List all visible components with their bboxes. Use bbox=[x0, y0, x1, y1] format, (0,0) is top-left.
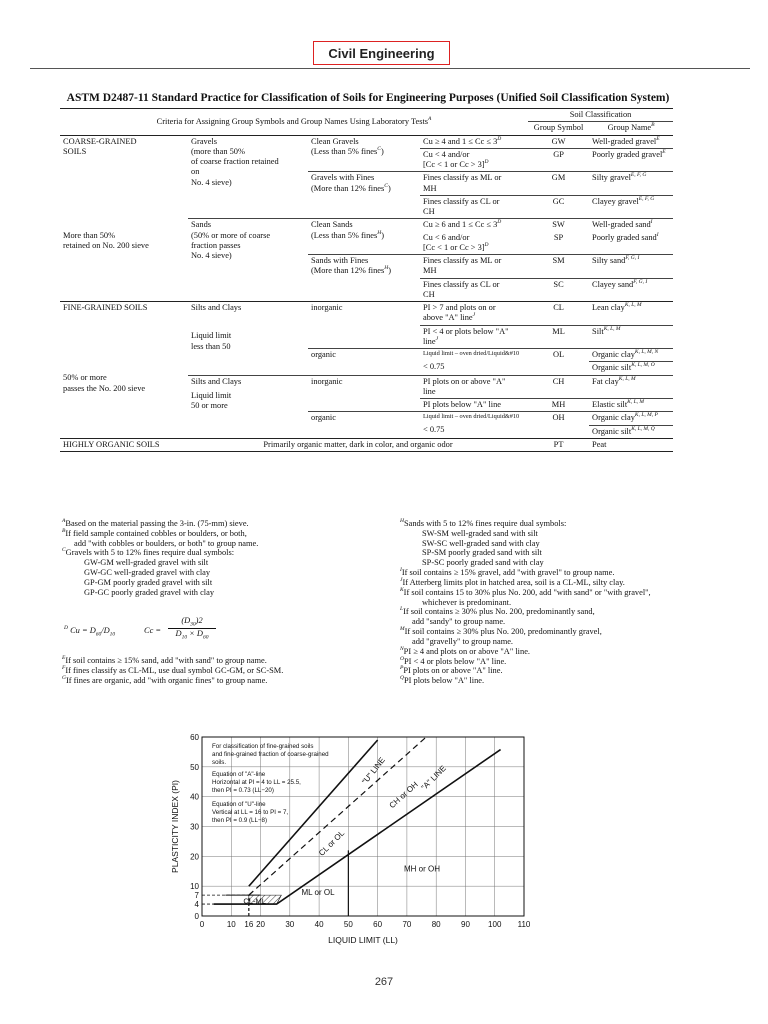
footnote: $^A$Based on the material passing the 3-in. (75-mm) sieve. bbox=[62, 518, 249, 528]
chart-annotation-line: Equation of "A"-line bbox=[212, 771, 266, 778]
x-tick-label: 100 bbox=[488, 920, 502, 929]
y-tick-label: 30 bbox=[190, 822, 199, 832]
table-row: PI plots below "A" line MH Elastic silt$^{K, L, M}$ bbox=[60, 399, 673, 412]
table-row: PI < 4 or plots below "A" line$^J$ ML Silt$^{K, L, M}$ bbox=[60, 325, 673, 349]
sands-with-fines-cell: Sands with Fines (More than 12% fines$^H$) bbox=[308, 255, 420, 302]
silts-clays-ll-ge-50-cell: Silts and Clays Liquid limit 50 or more bbox=[188, 375, 308, 438]
sands-cell: Sands (50% or more of coarse fraction passes No. 4 sieve) bbox=[188, 219, 308, 302]
table-row: Sands (50% or more of coarse fraction passes No. 4 sieve) Clean Sands (Less than 5% fines$^H$) Cu ≥ 6 and $1 \le Cc \le 3^D$ SW Well-graded sand$^I$ bbox=[60, 219, 673, 232]
footnote: whichever is predominant. bbox=[422, 597, 512, 607]
table-row: Sands with Fines (More than 12% fines$^H$) Fines classify as ML or MH SM Silty sand$^{F, G, I}$ bbox=[60, 255, 673, 279]
footnote: $^G$If fines are organic, add "with organic fines" to group name. bbox=[62, 674, 268, 685]
footnote: $^Q$PI plots below "A" line. bbox=[400, 675, 485, 686]
group-symbol-sm: SM bbox=[528, 255, 589, 279]
mh-oh-label: MH or OH bbox=[403, 864, 440, 874]
cl-ml-label: CL-ML bbox=[243, 896, 266, 906]
a-line-label: "A" LINE bbox=[419, 763, 448, 793]
footnote: GP-GM poorly graded gravel with silt bbox=[84, 577, 213, 587]
chart-annotation-line: then PI = 0.73 (LL−20) bbox=[212, 787, 274, 794]
footnote: $^O$PI < 4 or plots below "A" line. bbox=[400, 655, 507, 666]
footnote: SW-SM well-graded sand with silt bbox=[422, 528, 538, 538]
footnote: SW-SC well-graded sand with clay bbox=[422, 538, 540, 548]
group-symbol-pt: PT bbox=[528, 438, 589, 451]
y-axis-label: PLASTICITY INDEX (PI) bbox=[170, 780, 180, 873]
u-line bbox=[249, 737, 426, 898]
table-row: organic Liquid limit – oven dried/Liquid&#10 < 0.75 OH Organic clay$^{K, L, M, P}$ bbox=[60, 412, 673, 425]
group-symbol-ol: OL bbox=[528, 349, 589, 376]
x-tick-label: 80 bbox=[431, 920, 441, 929]
cu-cc-formula: $^D$ $Cu = D_{60}/D_{10}$ Cc = $(D_{30})2$ $D_{10} \times D_{60}$ bbox=[64, 616, 254, 646]
x-tick-label: 16 bbox=[244, 920, 254, 929]
organic-cell: organic bbox=[308, 349, 420, 376]
footnote: $^N$PI ≥ 4 and plots on or above "A" line. bbox=[400, 645, 531, 656]
y-tick-label: 60 bbox=[190, 733, 199, 742]
group-symbol-gp: GP bbox=[528, 148, 589, 172]
section-header-label: Civil Engineering bbox=[328, 45, 435, 61]
inorganic-cell: inorganic bbox=[308, 375, 420, 412]
chart-annotation-line: Vertical at LL = 16 to PI = 7, bbox=[212, 809, 289, 816]
u-line-label: "U" LINE bbox=[360, 755, 387, 786]
x-tick-label: 70 bbox=[402, 920, 412, 929]
table-row: FINE-GRAINED SOILS 50% or more passes the No. 200 sieve Silts and Clays Liquid limit less than 50 inorganic PI > 7 and plots on or above "A" line$^J$ CL Lean clay$^{K, L, M}$ bbox=[60, 302, 673, 326]
table-row: Organic silt$^{K, L, M, O}$ bbox=[60, 362, 673, 375]
chart-annotation-line: then PI = 0.9 (LL−8) bbox=[212, 817, 268, 824]
group-symbol-header: Group Symbol bbox=[528, 122, 589, 135]
group-symbol-gc: GC bbox=[528, 195, 589, 219]
table-row: HIGHLY ORGANIC SOILS Primarily organic matter, dark in color, and organic odor PT Peat bbox=[60, 438, 673, 451]
footnote: $^P$PI plots on or above "A" line. bbox=[400, 665, 503, 676]
table-row: COARSE-GRAINED SOILS More than 50% retained on No. 200 sieve Gravels (more than 50% of coarse fraction retained on No. 4 sieve) Clean Gravels (Less than 5% fines$^C$) Cu ≥ 4 and $1 \le Cc \le 3^D$ GW Well-graded gravel$^E$ bbox=[60, 135, 673, 148]
cl-ol-label: CL or OL bbox=[317, 828, 347, 858]
chart-annotation-line: Equation of "U"-line bbox=[212, 801, 266, 808]
x-tick-label: 50 bbox=[343, 920, 353, 929]
footnote: SP-SM poorly graded sand with silt bbox=[422, 548, 542, 558]
x-tick-label: 30 bbox=[285, 920, 295, 929]
footnote: $^H$Sands with 5 to 12% fines require dual symbols: bbox=[400, 518, 567, 528]
x-axis-label: LIQUID LIMIT (LL) bbox=[328, 935, 398, 945]
y-tick-label: 4 bbox=[194, 900, 199, 910]
footnote: $^J$If Atterberg limits plot in hatched area, soil is a CL-ML, silty clay. bbox=[400, 577, 625, 587]
footnote: $^C$Gravels with 5 to 12% fines require dual symbols: bbox=[62, 547, 235, 558]
chart-annotation-line: and fine-grained fraction of coarse-grained bbox=[212, 751, 329, 758]
soil-classification-header: Soil Classification bbox=[528, 109, 673, 122]
footnote: $^I$If soil contains ≥ 15% gravel, add "with gravel" to group name. bbox=[400, 567, 615, 578]
y-tick-label: 40 bbox=[190, 792, 199, 802]
footnote: GP-GC poorly graded gravel with clay bbox=[84, 587, 215, 597]
y-tick-label: 0 bbox=[194, 912, 199, 921]
x-tick-label: 40 bbox=[314, 920, 324, 929]
chart-annotation-line: For classification of fine-grained soils bbox=[212, 743, 314, 750]
chart-annotation-line: soils. bbox=[212, 759, 227, 766]
table-row: Gravels with Fines (More than 12% fines$^C$) Fines classify as ML or MH GM Silty gravel$^{E, F, G}$ bbox=[60, 172, 673, 196]
organic-cell: organic bbox=[308, 412, 420, 439]
table-row: Fines classify as CL or CH GC Clayey gravel$^{E, F, G}$ bbox=[60, 195, 673, 219]
footnote: add "gravelly" to group name. bbox=[412, 636, 514, 646]
gravels-cell: Gravels (more than 50% of coarse fraction retained on No. 4 sieve) bbox=[188, 135, 308, 219]
table-row: Fines classify as CL or CH SC Clayey sand$^{F, G, I}$ bbox=[60, 278, 673, 302]
group-symbol-cl: CL bbox=[528, 302, 589, 326]
document-title: ASTM D2487-11 Standard Practice for Classification of Soils for Engineering Purposes (Unified Soil Classification System) bbox=[66, 92, 670, 104]
table-row: Cu < 4 and/or [Cc < 1 or Cc > 3]$^D$ GP Poorly graded gravel$^E$ bbox=[60, 148, 673, 172]
group-symbol-sc: SC bbox=[528, 278, 589, 302]
group-symbol-gm: GM bbox=[528, 172, 589, 196]
silts-clays-ll-lt-50-cell: Silts and Clays Liquid limit less than 50 bbox=[188, 302, 308, 376]
x-tick-label: 20 bbox=[256, 920, 265, 929]
chart-annotation-line: Horizontal at PI = 4 to LL = 25.5, bbox=[212, 779, 301, 786]
table-row: organic Liquid limit – oven dried/Liquid&#10 < 0.75 OL Organic clay$^{K, L, M, N}$ bbox=[60, 349, 673, 362]
footnote: $^F$If fines classify as CL-ML, use dual symbol GC-GM, or SC-SM. bbox=[62, 665, 284, 675]
footnote: $^L$If soil contains ≥ 30% plus No. 200, predominantly sand, bbox=[400, 606, 595, 617]
x-tick-label: 60 bbox=[373, 920, 383, 929]
group-symbol-oh: OH bbox=[528, 412, 589, 439]
y-tick-label: 50 bbox=[190, 762, 199, 772]
fine-grained-cell: FINE-GRAINED SOILS 50% or more passes the No. 200 sieve bbox=[60, 302, 188, 439]
footnote: SP-SC poorly graded sand with clay bbox=[422, 558, 544, 568]
footnote: GW-GC well-graded gravel with clay bbox=[84, 568, 211, 578]
inorganic-cell: inorganic bbox=[308, 302, 420, 349]
y-tick-label: 10 bbox=[190, 882, 199, 892]
clean-gravels-cell: Clean Gravels (Less than 5% fines$^C$) bbox=[308, 135, 420, 172]
x-tick-label: 10 bbox=[226, 920, 236, 929]
table-row: Organic silt$^{K, L, M, Q}$ bbox=[60, 425, 673, 438]
group-symbol-ch: CH bbox=[528, 375, 589, 399]
highly-organic-cell: HIGHLY ORGANIC SOILS bbox=[60, 438, 188, 451]
group-symbol-ml: ML bbox=[528, 325, 589, 349]
group-symbol-mh: MH bbox=[528, 399, 589, 412]
page-number: 267 bbox=[374, 976, 394, 988]
y-tick-label: 7 bbox=[194, 891, 199, 901]
clean-sands-cell: Clean Sands (Less than 5% fines$^H$) bbox=[308, 219, 420, 255]
x-tick-label: 0 bbox=[199, 920, 205, 929]
footnote: $^E$If soil contains ≥ 15% sand, add "with sand" to group name. bbox=[62, 655, 267, 665]
group-symbol-gw: GW bbox=[528, 135, 589, 148]
criteria-header: Criteria for Assigning Group Symbols and Group Names Using Laboratory Tests$^A$ bbox=[60, 109, 528, 136]
coarse-grained-cell: COARSE-GRAINED SOILS More than 50% retained on No. 200 sieve bbox=[60, 135, 188, 302]
x-tick-label: 90 bbox=[461, 920, 470, 929]
footnote: $^K$If soil contains 15 to 30% plus No. 200, add "with sand" or "with gravel", bbox=[400, 587, 651, 597]
y-tick-label: 20 bbox=[190, 852, 199, 862]
gravels-with-fines-cell: Gravels with Fines (More than 12% fines$^C$) bbox=[308, 172, 420, 219]
x-tick-label: 110 bbox=[517, 920, 531, 929]
ml-ol-label: ML or OL bbox=[301, 888, 335, 898]
footnote: add "with cobbles or boulders, or both" to group name. bbox=[74, 538, 259, 548]
table-row: Cu < 6 and/or [Cc < 1 or Cc > 3]$^D$ SP Poorly graded sand$^I$ bbox=[60, 232, 673, 255]
footnote: $^M$If soil contains ≥ 30% plus No. 200, predominantly gravel, bbox=[400, 626, 602, 637]
footnote: add "sandy" to group name. bbox=[412, 617, 506, 627]
group-name-header: Group Name$^B$ bbox=[589, 122, 673, 135]
group-symbol-sw: SW bbox=[528, 219, 589, 232]
footnote: $^B$If field sample contained cobbles or boulders, or both, bbox=[62, 528, 247, 538]
group-symbol-sp: SP bbox=[553, 232, 564, 242]
footnote: GW-GM well-graded gravel with silt bbox=[84, 558, 209, 568]
ch-oh-label: CH or OH bbox=[387, 779, 420, 811]
table-row: Silts and Clays Liquid limit 50 or more inorganic PI plots on or above "A" line CH Fat clay$^{K, L, M}$ bbox=[60, 375, 673, 399]
